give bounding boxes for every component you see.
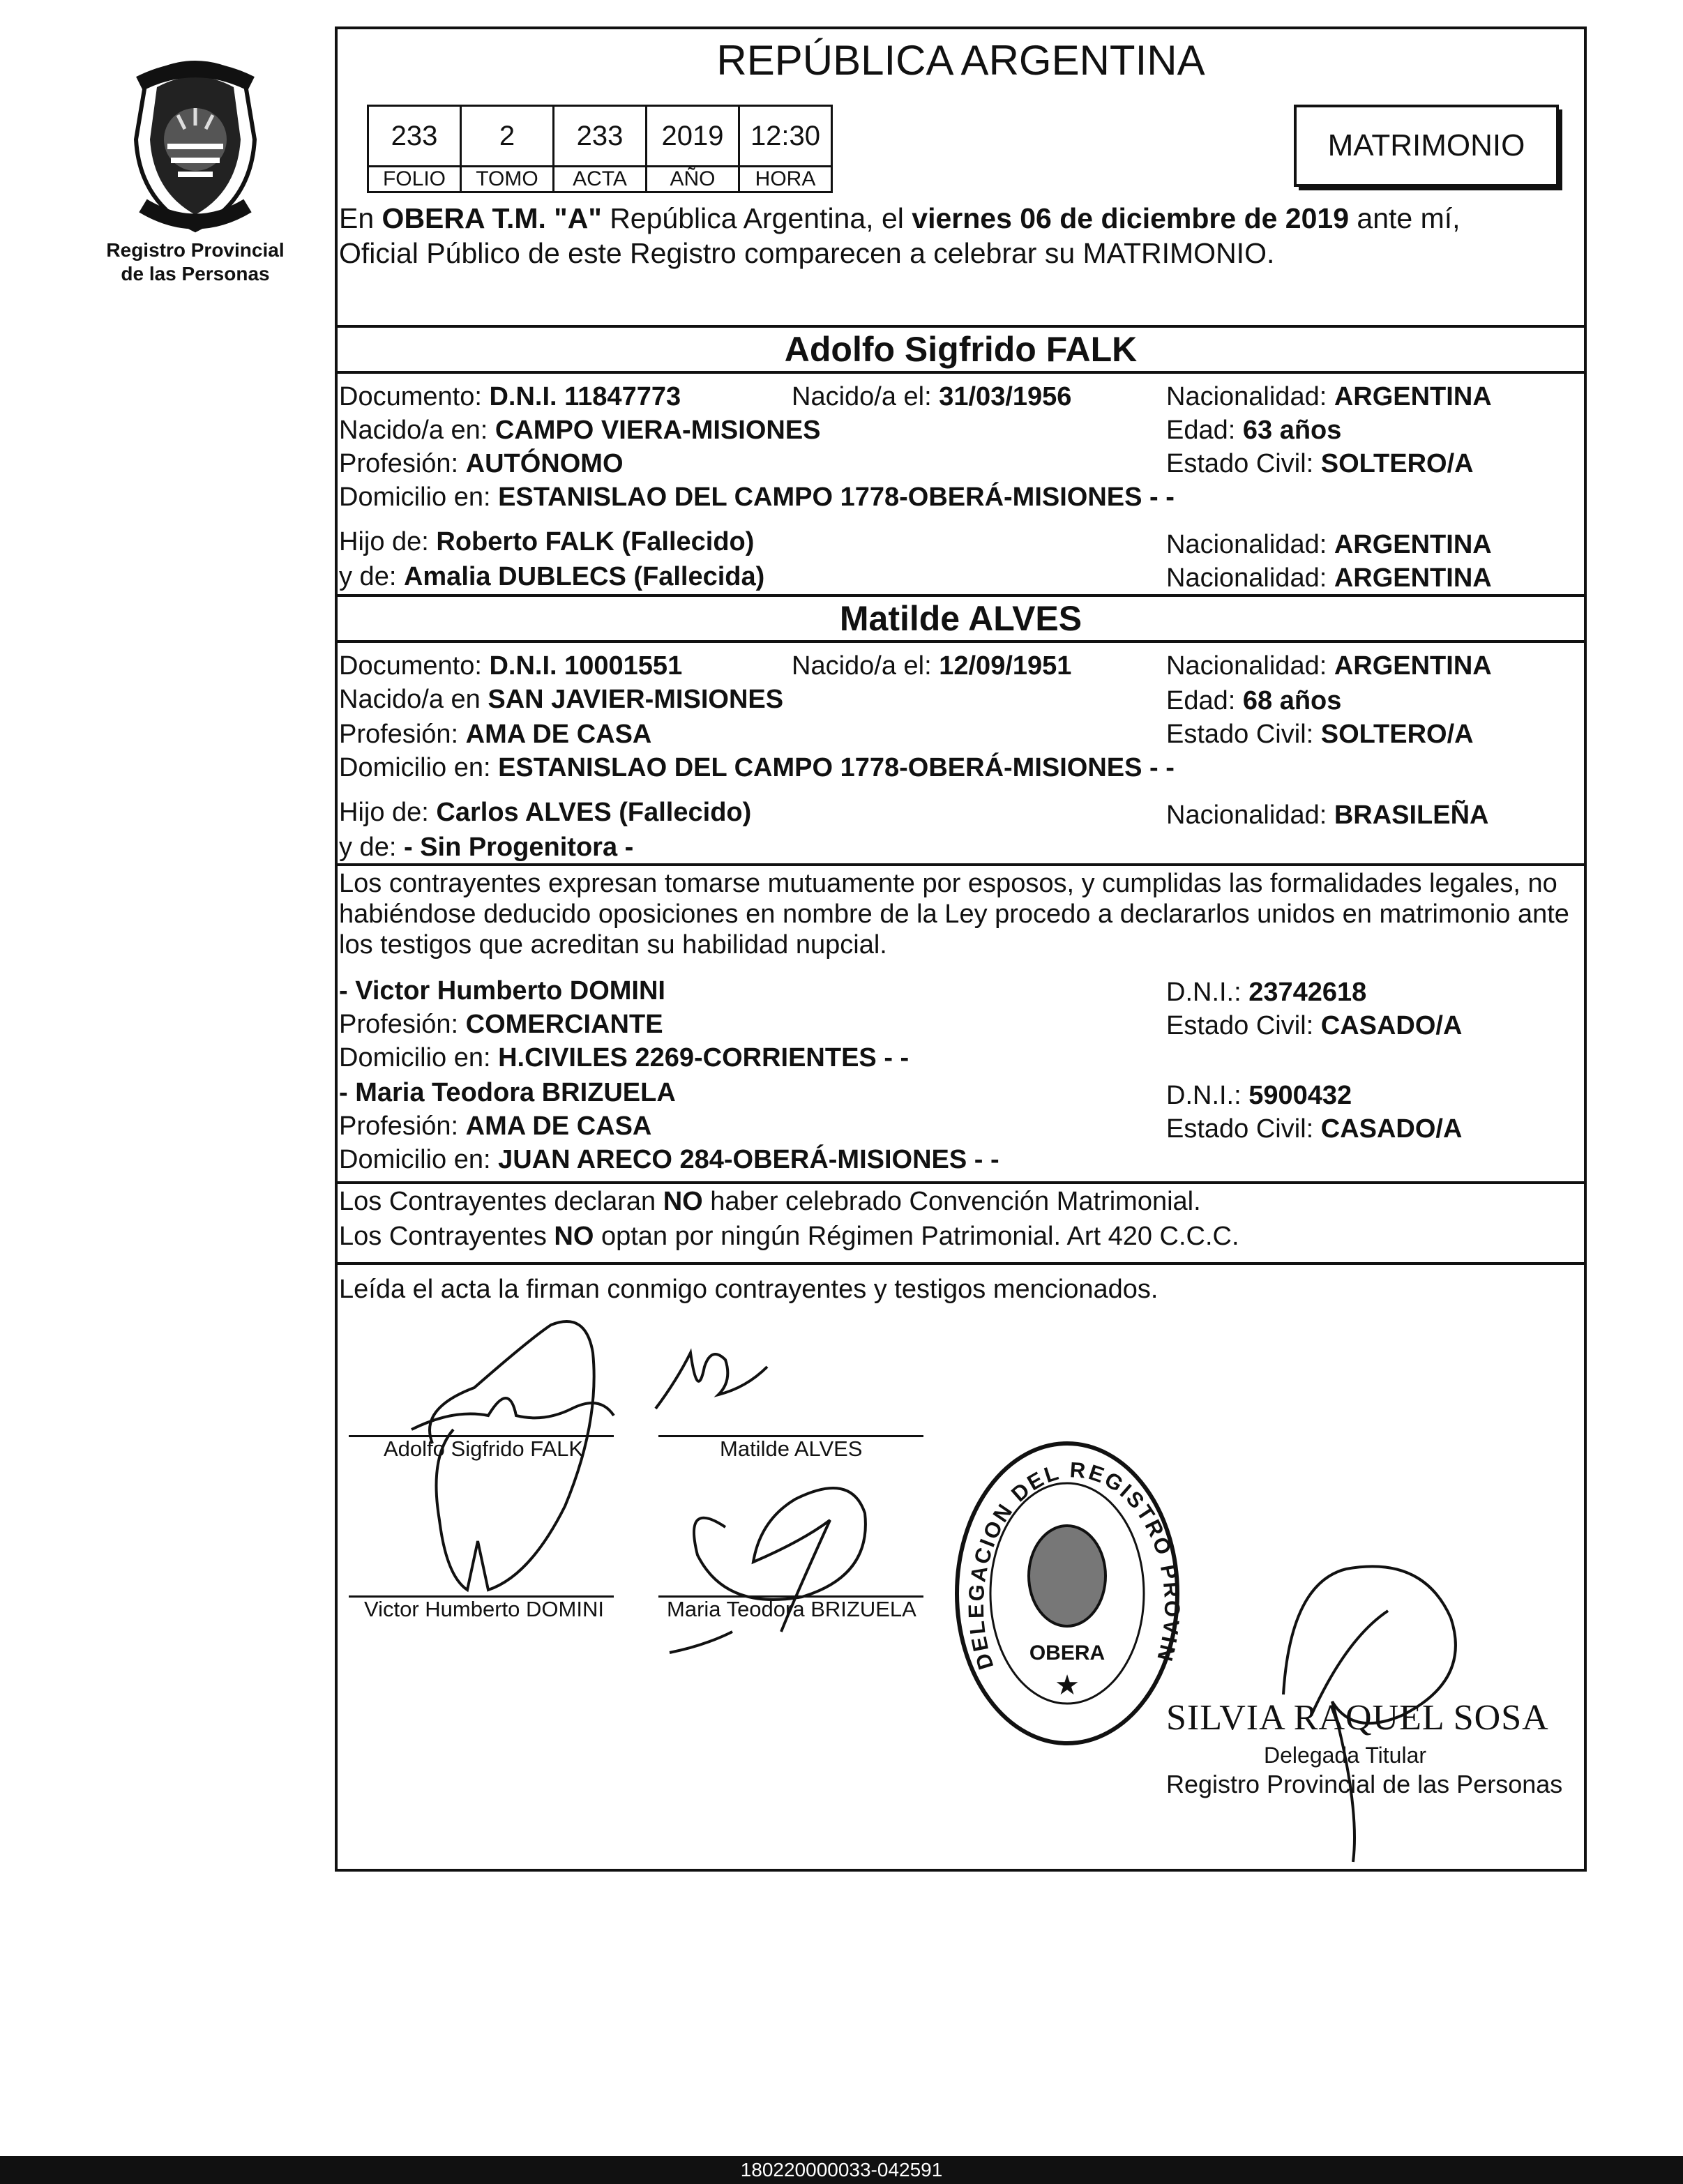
bride-father-nationality: Nacionalidad: BRASILEÑA (1166, 801, 1489, 830)
convention-line1: Los Contrayentes declaran NO haber celebrado Convención Matrimonial. (339, 1187, 1201, 1216)
witness1-dni: D.N.I.: 23742618 (1166, 978, 1367, 1007)
groom-signature (391, 1311, 628, 1604)
tomo-label: TOMO (461, 167, 554, 192)
anio-value: 2019 (647, 106, 739, 167)
intro-line1: En OBERA T.M. "A" República Argentina, el viernes 06 de diciembre de 2019 ante mí, (339, 202, 1461, 234)
declaration-line1: Los contrayentes expresan tomarse mutuamente por esposos, y cumplidas las formalidades legales, no (339, 869, 1557, 898)
bride-nationality: Nacionalidad: ARGENTINA (1166, 651, 1492, 681)
witness2-signature (642, 1457, 907, 1653)
bride-signature (649, 1339, 774, 1423)
intro-line2: Oficial Público de este Registro comparecen a celebrar su MATRIMONIO. (339, 237, 1275, 269)
groom-profession: Profesión: AUTÓNOMO (339, 449, 624, 478)
bride-birthdate: Nacido/a el: 12/09/1951 (792, 651, 1072, 681)
bride-civil-status: Estado Civil: SOLTERO/A (1166, 720, 1474, 749)
witness1-profession: Profesión: COMERCIANTE (339, 1010, 663, 1039)
bride-father: Hijo de: Carlos ALVES (Fallecido) (339, 798, 752, 827)
misiones-seal-icon (119, 56, 272, 237)
stamp-city: OBERA (1029, 1641, 1105, 1664)
bride-mother: y de: - Sin Progenitora - (339, 833, 634, 862)
hora-label: HORA (739, 167, 832, 192)
official-title: Delegada Titular (1264, 1743, 1427, 1768)
groom-civil-status: Estado Civil: SOLTERO/A (1166, 449, 1474, 478)
act-type-box: MATRIMONIO (1294, 105, 1559, 187)
divider (335, 594, 1587, 597)
bride-address: Domicilio en: ESTANISLAO DEL CAMPO 1778-OBERÁ-MISIONES - - (339, 753, 1175, 782)
groom-address: Domicilio en: ESTANISLAO DEL CAMPO 1778-OBERÁ-MISIONES - - (339, 483, 1175, 512)
declaration-line3: los testigos que acreditan su habilidad nupcial. (339, 930, 887, 960)
hora-value: 12:30 (739, 106, 832, 167)
bride-birthplace: Nacido/a en SAN JAVIER-MISIONES (339, 685, 784, 714)
folio-label: FOLIO (368, 167, 461, 192)
groom-mother: y de: Amalia DUBLECS (Fallecida) (339, 562, 765, 591)
witness2-name: - Maria Teodora BRIZUELA (339, 1078, 676, 1107)
witness2-address: Domicilio en: JUAN ARECO 284-OBERÁ-MISIONES - - (339, 1145, 999, 1174)
witness1-civil-status: Estado Civil: CASADO/A (1166, 1011, 1463, 1040)
witness2-signature-label: Maria Teodora BRIZUELA (667, 1597, 916, 1621)
document-code-bar: 180220000033-042591 (0, 2156, 1683, 2184)
stamp-ring-text: DELEGACION DEL REGISTRO PROVINCIAL DE LAS PERSONAS (942, 1417, 1185, 1673)
groom-birthdate: Nacido/a el: 31/03/1956 (792, 382, 1072, 411)
groom-signature-label: Adolfo Sigfrido FALK (384, 1436, 584, 1461)
divider (335, 640, 1587, 643)
bride-profession: Profesión: AMA DE CASA (339, 720, 652, 749)
folio-value: 233 (368, 106, 461, 167)
acta-value: 233 (554, 106, 647, 167)
bride-signature-label: Matilde ALVES (720, 1436, 863, 1461)
divider (335, 371, 1587, 374)
logo-caption-line1: Registro Provincial (106, 239, 285, 261)
registry-table (367, 105, 833, 193)
official-name: SILVIA RAQUEL SOSA (1166, 1698, 1549, 1738)
bride-age: Edad: 68 años (1166, 686, 1342, 715)
logo-caption-line2: de las Personas (121, 263, 270, 285)
bride-name: Matilde ALVES (839, 599, 1082, 638)
official-office: Registro Provincial de las Personas (1166, 1770, 1563, 1798)
groom-birthplace: Nacido/a en: CAMPO VIERA-MISIONES (339, 416, 821, 445)
declaration-line2: habiéndose deducido oposiciones en nombre de la Ley procedo a declararlos unidos en matrimonio ante (339, 900, 1569, 929)
groom-father: Hijo de: Roberto FALK (Fallecido) (339, 527, 755, 556)
anio-label: AÑO (647, 167, 739, 192)
witness1-name: - Victor Humberto DOMINI (339, 976, 665, 1006)
groom-nationality: Nacionalidad: ARGENTINA (1166, 382, 1492, 411)
groom-document: Documento: D.N.I. 11847773 (339, 382, 681, 411)
divider (335, 863, 1587, 866)
groom-mother-nationality: Nacionalidad: ARGENTINA (1166, 563, 1492, 593)
svg-text:★: ★ (1055, 1669, 1080, 1701)
acta-label: ACTA (554, 167, 647, 192)
reading-statement: Leída el acta la firman conmigo contrayentes y testigos mencionados. (339, 1275, 1159, 1304)
divider (335, 1262, 1587, 1265)
registry-stamp (942, 1417, 1185, 1750)
groom-father-nationality: Nacionalidad: ARGENTINA (1166, 530, 1492, 559)
tomo-value: 2 (461, 106, 554, 167)
witness2-civil-status: Estado Civil: CASADO/A (1166, 1114, 1463, 1144)
divider (335, 325, 1587, 328)
groom-age: Edad: 63 años (1166, 416, 1342, 445)
divider (335, 1181, 1587, 1184)
witness1-address: Domicilio en: H.CIVILES 2269-CORRIENTES - - (339, 1043, 910, 1072)
groom-name: Adolfo Sigfrido FALK (784, 330, 1138, 369)
witness1-signature-label: Victor Humberto DOMINI (364, 1597, 604, 1621)
witness2-profession: Profesión: AMA DE CASA (339, 1112, 652, 1141)
country-title: REPÚBLICA ARGENTINA (716, 37, 1205, 84)
witness2-dni: D.N.I.: 5900432 (1166, 1081, 1352, 1110)
convention-line2: Los Contrayentes NO optan por ningún Régimen Patrimonial. Art 420 C.C.C. (339, 1222, 1239, 1251)
bride-document: Documento: D.N.I. 10001551 (339, 651, 683, 681)
